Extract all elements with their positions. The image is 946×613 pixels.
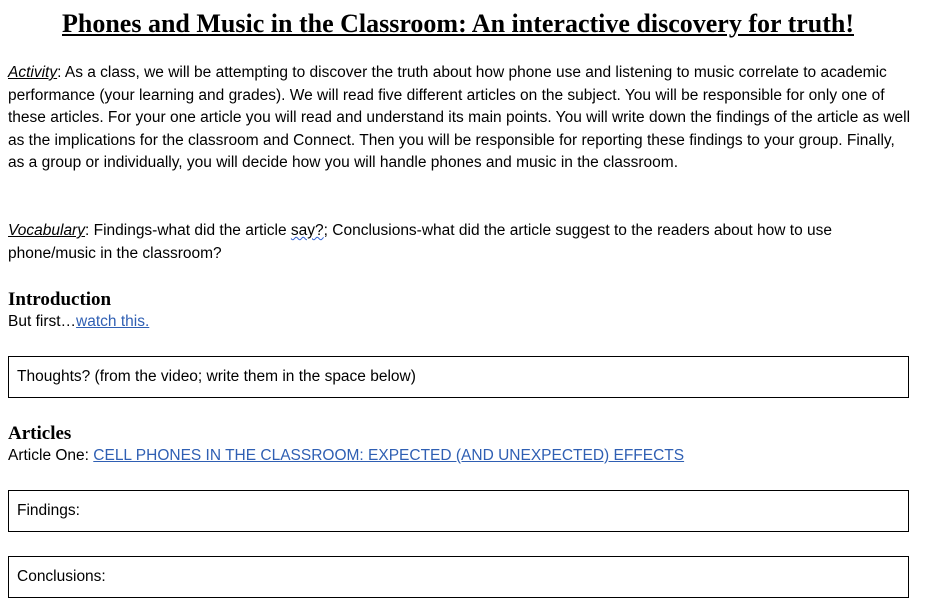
activity-label: Activity (8, 64, 58, 81)
thoughts-box[interactable]: Thoughts? (from the video; write them in the space below) (8, 356, 909, 398)
introduction-line (8, 312, 149, 332)
introduction-heading: Introduction (8, 289, 112, 310)
introduction-prefix: But first… (8, 313, 77, 330)
spellcheck-flagged-word[interactable]: say? (290, 222, 324, 239)
article-one-line (8, 446, 684, 466)
findings-box[interactable]: Findings: (8, 490, 909, 532)
article-one-link[interactable]: CELL PHONES IN THE CLASSROOM: EXPECTED (AND UNEXPECTED) EFFECTS (93, 447, 685, 464)
vocabulary-text-before: : Findings-what did the article (84, 222, 291, 239)
activity-paragraph (8, 62, 913, 175)
document-title: Phones and Music in the Classroom: An interactive discovery for truth! (62, 9, 854, 38)
activity-text: : As a class, we will be attempting to discover the truth about how phone use and listening to music correlate to academic performance (your learning and grades). We will read five different articles on the subject. You will be responsible for only one of these articles. For your one article you will read and understand its main points. You will write down the findings of the article as well as the implications for the classroom and Connect. Then you will be responsible for reporting these findings to your group. Finally, as a group or individually, you will decide how you will handle phones and music in the classroom. (8, 64, 911, 171)
conclusions-box[interactable]: Conclusions: (8, 556, 909, 598)
watch-video-link[interactable]: watch this. (76, 313, 150, 330)
vocabulary-label: Vocabulary (8, 222, 85, 239)
articles-heading: Articles (8, 423, 72, 444)
vocabulary-text-after: ; Conclusions-what did the article suggest to the readers about how to use phone/music in the classroom? (8, 222, 832, 262)
article-one-label: Article One: (8, 447, 94, 464)
vocabulary-paragraph (8, 220, 913, 265)
